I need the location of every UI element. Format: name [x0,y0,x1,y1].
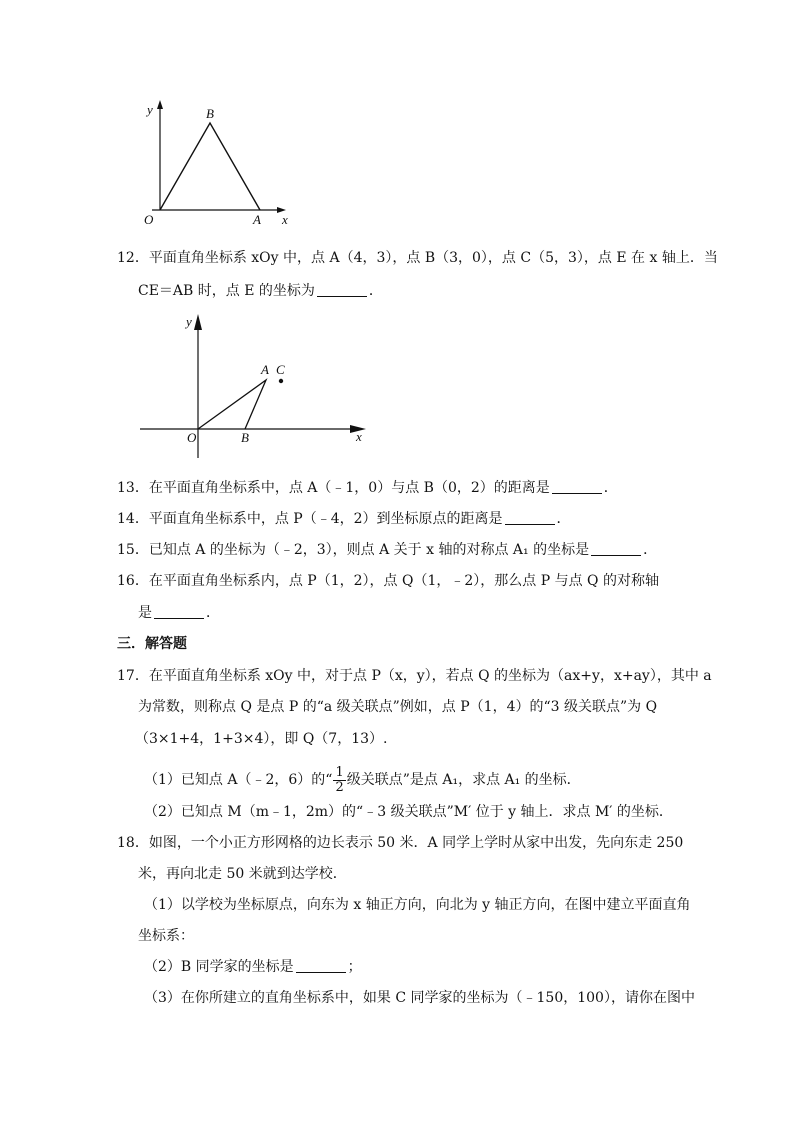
q14 [117,509,794,529]
q18-line2 [138,864,794,884]
y-axis-label: y [186,314,192,329]
x-axis-label: x [282,212,288,227]
q18-part2-text: （2）B 同学家的坐标是 [144,959,294,975]
q16-line1 [117,571,794,591]
q17-fraction-one-half [333,766,345,795]
q18-number: 18． [117,835,149,851]
section-title: 三．解答题 [117,636,187,652]
q17-line3 [135,729,794,749]
q18-part2-end: ； [347,959,362,975]
q18-line1 [117,833,794,853]
q15 [117,540,794,560]
figure-triangle-oab [130,98,300,230]
q18-part1-line2 [138,926,794,946]
q18-part1-text-line1: （1）以学校为坐标原点，向东为 x 轴正方向，向北为 y 轴正方向，在图中建立平面直角 [144,897,691,913]
q18-answer-blank[interactable] [296,958,346,973]
point-a-label: A [261,362,269,377]
q18-text-line2: 米，再向北走 50 米就到达学校． [138,866,347,882]
q15-answer-blank[interactable] [591,541,641,556]
q18-text-line1: 如图，一个小正方形网格的边长表示 50 米．A 同学上学时从家中出发，先向东走 250 [148,835,684,851]
q18-part3 [144,988,794,1008]
origin-label: O [187,430,197,445]
q12-answer-blank[interactable] [317,282,367,297]
q13-text: 在平面直角坐标系中，点 A（﹣1，0）与点 B（0，2）的距离是 [148,480,550,496]
fraction-denominator: 2 [335,779,344,795]
q14-end: ． [556,511,571,527]
q13-end: ． [603,480,618,496]
triangle-oab [198,380,266,429]
q12-text-line1: 平面直角坐标系 xOy 中，点 A（4，3），点 B（3，0），点 C（5，3），点 E 在 x 轴上．当 [148,250,718,266]
q18-part1-text-line2: 坐标系： [138,928,194,944]
q17-part2 [144,802,794,822]
q17-text-line3: （3×1+4，1+3×4），即 Q（7，13）. [135,731,388,747]
q18-part2 [144,957,794,977]
fraction-numerator: 1 [335,764,344,780]
y-axis-label: y [147,102,153,117]
q17-text-line1: 在平面直角坐标系 xOy 中，对于点 P（x，y），若点 Q 的坐标为（ax+y，x+ay），其中 a [148,668,712,684]
q15-text: 已知点 A 的坐标为（﹣2，3），则点 A 关于 x 轴的对称点 A₁ 的坐标是 [148,542,590,558]
q17-line2 [138,697,794,717]
q17-part1 [144,760,794,800]
q13-answer-blank[interactable] [552,479,602,494]
q17-part1-text-b: 级关联点”是点 A₁，求点 A₁ 的坐标． [346,772,581,788]
triangle-oba [160,123,260,210]
q17-line1 [117,666,794,686]
y-axis-arrow [194,314,202,330]
point-b-label: B [241,430,249,445]
q17-part2-text: （2）已知点 M（m﹣1，2m）的“﹣3 级关联点”M′ 位于 y 轴上．求点 M′ 的坐标． [144,804,673,820]
q16-text-line1: 在平面直角坐标系内，点 P（1，2），点 Q（1，﹣2），那么点 P 与点 Q 的对称轴 [148,573,659,589]
point-b-label: B [206,106,214,121]
q16-answer-blank[interactable] [154,604,204,619]
point-a-label: A [253,212,261,227]
q12-line2 [138,281,794,301]
q16-number: 16． [117,573,149,589]
q18-part3-text: （3）在你所建立的直角坐标系中，如果 C 同学家的坐标为（﹣150，100），请你在图中 [144,990,695,1006]
q18-part1-line1 [144,895,794,915]
q14-text: 平面直角坐标系中，点 P（﹣4，2）到坐标原点的距离是 [148,511,503,527]
q14-number: 14． [117,511,149,527]
q17-part1-text-a: （1）已知点 A（﹣2，6）的“ [144,772,333,788]
q12-number: 12． [117,250,149,266]
section-heading [117,634,794,654]
q15-end: ． [643,542,658,558]
q16-line2 [138,603,794,623]
q12-text-line2: CE＝AB 时，点 E 的坐标为 [138,283,315,299]
q15-number: 15． [117,542,149,558]
figure-points-abc [140,312,370,460]
x-axis-label: x [356,429,362,444]
q12-text-end: ． [368,283,383,299]
q12-line1 [117,248,794,268]
q13-number: 13． [117,480,149,496]
q17-text-line2: 为常数，则称点 Q 是点 P 的“a 级关联点”例如，点 P（1，4）的“3 级关联点”为 Q [138,699,658,715]
q17-number: 17． [117,668,149,684]
q13 [117,478,794,498]
q16-text-line2: 是 [138,605,152,621]
q16-end: ． [206,605,220,621]
point-c-label: C [276,362,285,377]
q14-answer-blank[interactable] [505,510,555,525]
point-c-dot [279,379,283,383]
origin-label: O [144,212,154,227]
y-axis-arrow [157,100,163,109]
